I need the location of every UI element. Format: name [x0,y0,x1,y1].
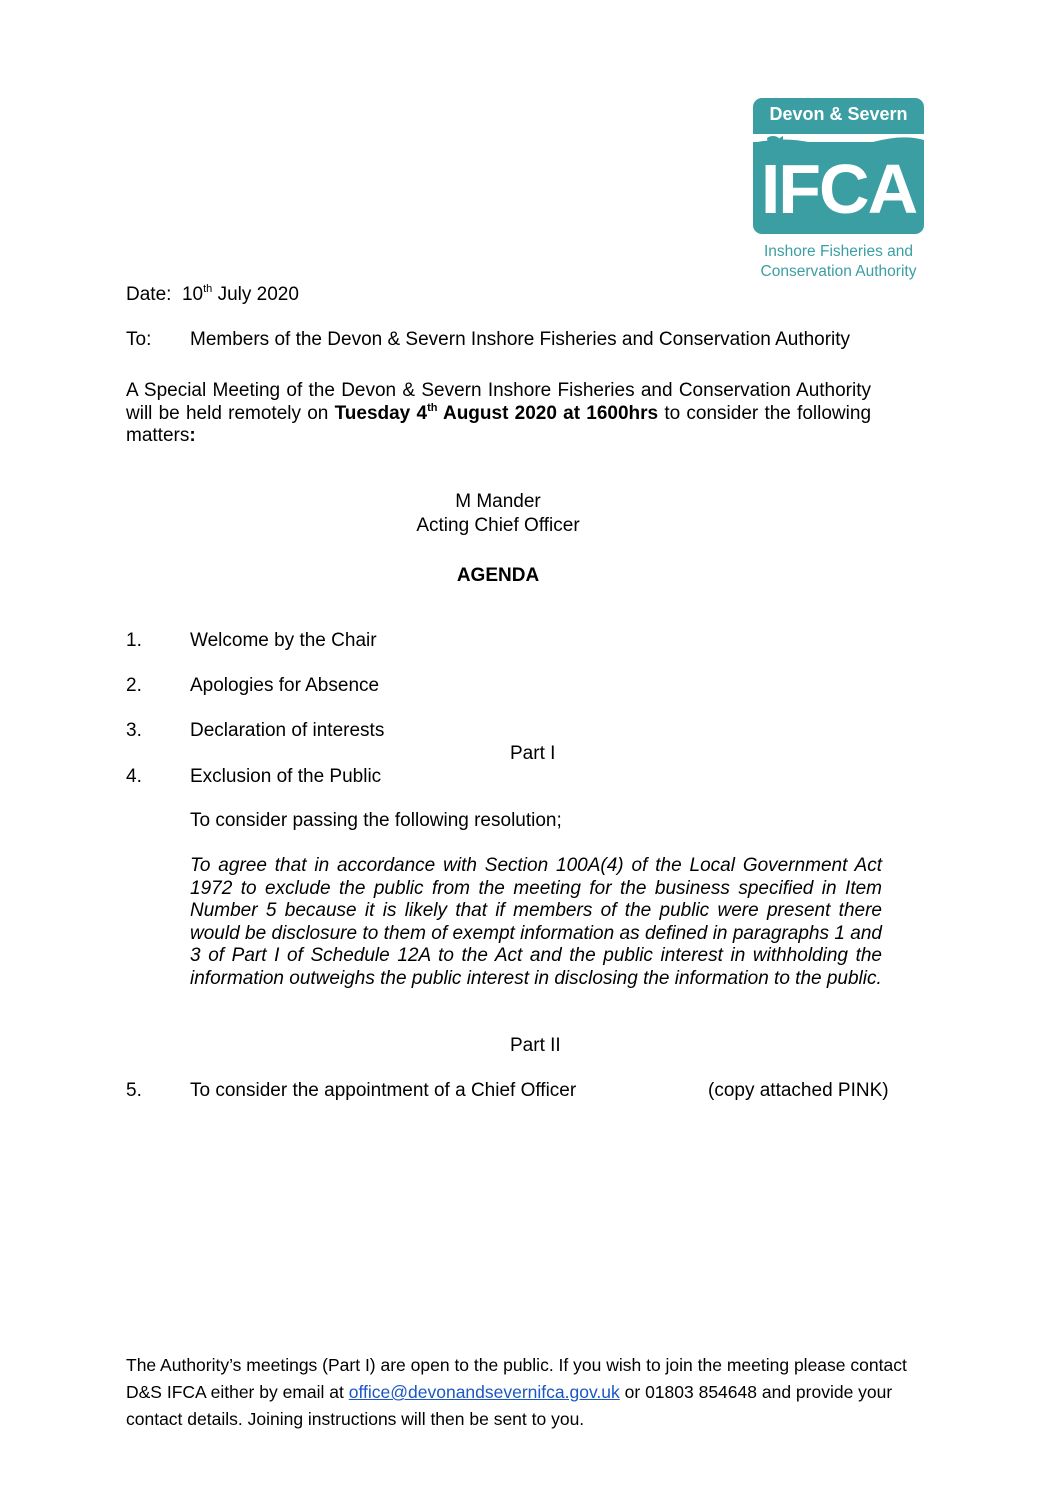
agenda-item-2-number: 2. [126,675,142,696]
agenda-item-5-text: To consider the appointment of a Chief Officer [190,1080,577,1101]
contact-email-link[interactable]: office@devonandsevernifca.gov.uk [348,1382,620,1402]
meeting-datetime [335,403,659,424]
date-label: Date: [126,284,172,305]
signatory-title: Acting Chief Officer [416,515,580,536]
agenda-item-2-text: Apologies for Absence [190,675,380,696]
notice-text-start: A Special Meeting of the Devon & Severn Inshore Fisheries and Conservation Authority will be held remotely on [126,380,871,424]
part-one-heading: Part I [510,743,556,764]
agenda-item-4-text: Exclusion of the Public [190,766,382,787]
agenda-item-5-note: (copy attached PINK) [708,1080,889,1101]
agenda-item-1-number: 1. [126,630,142,651]
agenda-item-4-number: 4. [126,766,142,787]
agenda-item-3-text: Declaration of interests [190,720,385,741]
logo-banner [753,98,924,136]
logo-top-text: Devon & Severn [769,104,908,124]
logo-main-text: IFCA [760,150,917,228]
agenda-item-3-number: 3. [126,720,142,741]
resolution-text: To agree that in accordance with Section 100A(4) of the Local Government Act 1972 to exclude the public from the meeting for the business specified in Item Number 5 because it is likely that if members of the public were present there would be disclosure to them of exempt information as defined in paragraphs 1 and 3 of Part I of Schedule 12A to the Act and the public interest in withholding the information outweighs the public interest in disclosing the information to the public. [190,855,882,989]
logo-subtitle-line1: Inshore Fisheries and [763,243,914,260]
notice-colon: : [189,425,196,446]
notice-text-end: to consider the following matters [126,402,872,446]
meeting-notice [126,380,871,448]
resolution-intro: To consider passing the following resolution; [190,810,562,831]
footer-text-end: or 01803 854648 and provide your contact details. Joining instructions will then be sent to you. [126,1382,893,1429]
date-line [126,284,299,307]
agenda-heading: AGENDA [456,565,540,586]
logo-subtitle [753,242,924,282]
meeting-day-suffix: th [427,401,438,414]
ifca-logo [753,98,924,284]
date-rest: July 2020 [217,284,299,305]
signatory-name: M Mander [455,491,541,512]
footer-note [126,1352,946,1433]
part-two-heading: Part II [510,1035,561,1056]
date-day-suffix: th [203,283,213,295]
agenda-item-1-text: Welcome by the Chair [190,630,377,651]
agenda-item-5-number: 5. [126,1080,142,1101]
to-recipients: Members of the Devon & Severn Inshore Fisheries and Conservation Authority [190,329,851,350]
date-day: 10 [181,284,204,305]
footer-text-start: The Authority’s meetings (Part I) are open to the public. If you wish to join the meeting please contact D&S IFCA either by email at [126,1355,907,1402]
logo-main-block [753,142,924,234]
meeting-time: August 2020 at 1600hrs [437,402,659,424]
meeting-day: Tuesday 4 [334,402,428,424]
to-label: To: [126,329,152,350]
logo-subtitle-line2: Conservation Authority [760,263,917,280]
